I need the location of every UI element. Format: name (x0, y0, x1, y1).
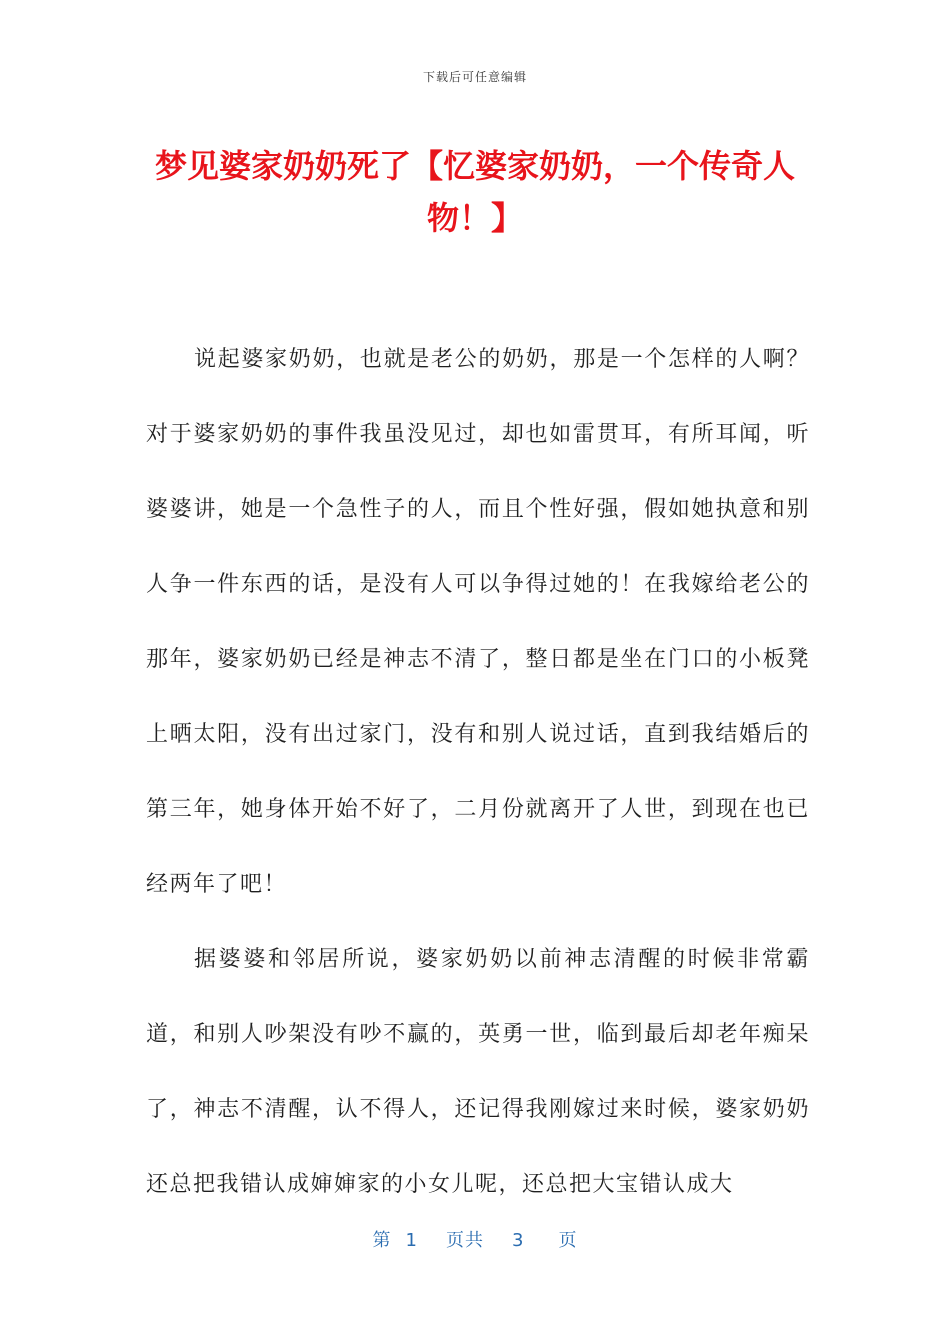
document-title: 梦见婆家奶奶死了【忆婆家奶奶，一个传奇人物！】 (154, 147, 795, 237)
header-note: 下载后可任意编辑 (422, 70, 527, 84)
page-number-footer (0, 1226, 950, 1252)
paragraph-2: 据婆婆和邻居所说，婆家奶奶以前神志清醒的时候非常霸道，和别人吵架没有吵不赢的，英勇一世，临到最后却老年痴呆了，神志不清醒，认不得人，还记得我刚嫁过来时候，婆家奶奶还总把我错认成婶婶家的小女儿呢，还总把大宝错认成大 (146, 947, 810, 1197)
page-suffix: 页 (558, 1230, 578, 1251)
paragraph-1: 说起婆家奶奶，也就是老公的奶奶，那是一个怎样的人啊？对于婆家奶奶的事件我虽没见过，却也如雷贯耳，有所耳闻，听婆婆讲，她是一个急性子的人，而且个性好强，假如她执意和别人争一件东西的话，是没有人可以争得过她的！在我嫁给老公的那年，婆家奶奶已经是神志不清了，整日都是坐在门口的小板凳上晒太阳，没有出过家门，没有和别人说过话，直到我结婚后的第三年，她身体开始不好了，二月份就离开了人世，到现在也已经两年了吧！ (146, 347, 810, 897)
page-prefix: 第 (372, 1230, 392, 1251)
page-middle: 页共 (446, 1230, 484, 1251)
page-current: 1 (405, 1230, 418, 1251)
page-total: 3 (512, 1230, 525, 1251)
document-body (146, 322, 810, 1222)
